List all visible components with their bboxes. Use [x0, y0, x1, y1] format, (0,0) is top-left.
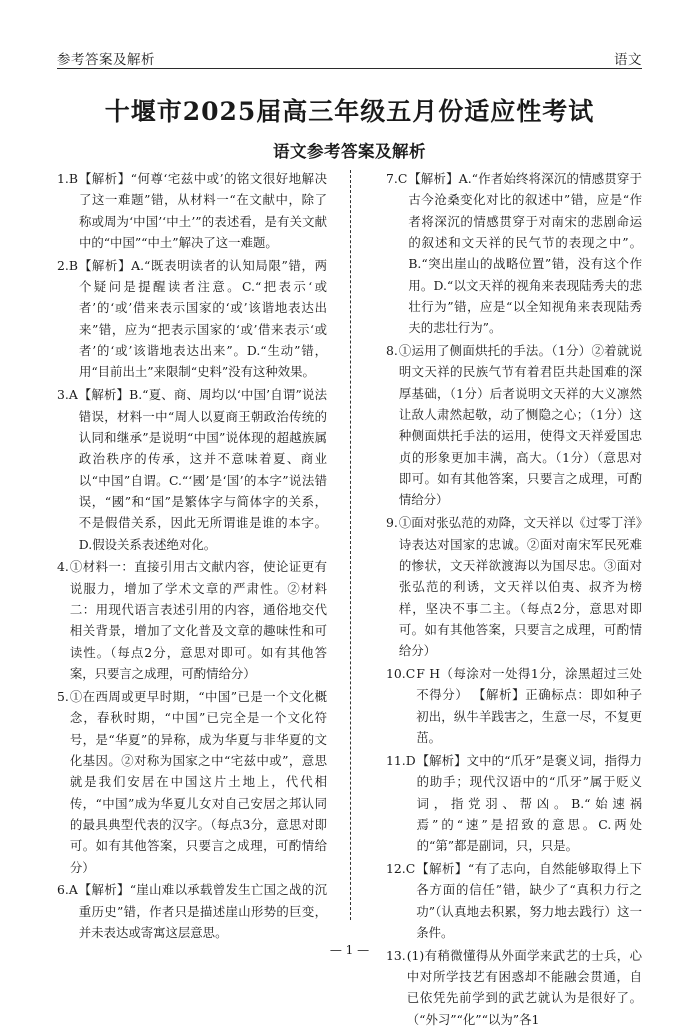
answer-text: 【解析】A.“既表明读者的认知局限”错，两个疑问是提醒读者注意。C.“把表示‘或者’的‘或’借来表示国家的‘或’该谐地表达出来”错，应为“把表示国家的‘或’借来表示‘或者’的‘或’该谐地表达出来”。D.“生动”错，用“目前出土”来限制“史料”没有这种效果。	[78, 257, 327, 380]
page-title: 十堰市2025届高三年级五月份适应性考试	[104, 97, 595, 126]
answer-number: 8.	[386, 343, 398, 359]
answer-columns	[57, 168, 642, 1027]
answer-number: 5.	[57, 688, 69, 704]
answer-text: ①运用了侧面烘托的手法。（1分）②着就说明文天祥的民族气节有着君臣共赴国难的深厚基础，（1分）后者说明文天祥的大义凛然让敌人肃然起敬，动了恻隐之心；（1分）这种侧面烘托手法的运用，使得文天祥爱国忠贞的形象更加丰满，高大。（1分）（意思对即可。如有其他答案，只要言之成理，可酌情给分）	[398, 343, 642, 508]
header-left-label: 参考答案及解析	[57, 52, 155, 68]
answer-text: 【解析】“有了志向，自然能够取得上下各方面的信任”错，缺少了“真积力行之功”（认真地去积累，努力地去践行）这一条件。	[416, 861, 642, 940]
answer-item	[386, 750, 642, 857]
answer-text: F H（每涂对一处得1分，涂黑超过三处不得分） 【解析】正确标点：即如种子初出，纵牛羊践害之，生意一尽，不复更茁。	[416, 666, 642, 746]
answer-text: ①在西周或更早时期，“中国”已是一个文化概念，春秋时期，“中国”已完全是一个文化符号，是“华夏”的异称，成为华夏与非华夏的文化基因。②对称为国家之中“宅兹中或”，意思就是我们安居在中国这片土地上，代代相传，“中国”成为华夏儿女对自己安居之邦认同的最具典型代表的汉字。（每点3分，意思对即可。如有其他答案，只要言之成理，可酌情给分）	[69, 688, 327, 875]
answer-item	[57, 255, 327, 383]
answer-number: 9.	[386, 515, 398, 531]
answer-number: 2.B	[57, 257, 78, 273]
column-divider	[335, 168, 364, 928]
answer-item	[57, 879, 327, 943]
answer-item	[386, 858, 642, 943]
answer-number: 1.B	[57, 171, 78, 186]
answer-text: 【解析】B.“夏、商、周均以‘中国’自谓”说法错误，材料一中“周人以夏商王朝政治传统的认同和继承”是说明“中国”说体现的超越族属政治秩序的传承，这并不意味着夏、商业以“中国”自谓。C.“‘國’是‘国’的本字”说法错误，“國”和“国”是繁体字与简体字的关系，不是假借关系，因此无所谓谁是谁的本字。D.假设关系表述绝对化。	[78, 387, 327, 552]
header-subject-label: 语文	[614, 52, 642, 68]
answer-item	[57, 168, 327, 253]
answer-text: 【解析】文中的“爪牙”是褒义词，指得力的助手；现代汉语中的“爪牙”属于贬义词，指党羽、帮凶。B.“始速祸焉”的“速”是招致的意思。C.两处的“第”都是副词，只，只是。	[416, 752, 642, 854]
answer-item	[386, 945, 642, 1030]
answer-item	[386, 168, 642, 339]
answer-item	[57, 556, 327, 684]
answer-text: ①材料一：直接引用古文献内容，使论证更有说服力，增加了学术文章的严肃性。②材料二：用现代语言表述引用的内容，通俗地交代相关背景，增加了文化普及文章的趣味性和可读性。（每点2分，意思对即可。如有其他答案，只要言之成理，可酌情给分）	[69, 559, 327, 682]
header-divider-rule	[57, 68, 642, 69]
answer-item	[57, 384, 327, 555]
answer-text: ①面对张弘范的劝降，文天祥以《过零丁洋》诗表达对国家的忠诚。②面对南宋军民死难的惨状，文天祥欲渡海以为国尽忠。③面对张弘范的利诱，文天祥以伯夷、叔齐为榜样，坚决不事二主。（每点2分，意思对即可。如有其他答案，只要言之成理，可酌情给分）	[398, 515, 642, 659]
answer-item	[386, 512, 642, 661]
answer-item	[57, 686, 327, 878]
page-header	[0, 42, 699, 68]
answer-number: 4.	[57, 559, 69, 575]
answer-text: 【解析】“何尊‘宅兹中或’的铭文很好地解决了这一难题”错，从材料一“在文献中，除了称或周为‘中国’‘中土’”的表述看，是有关文献中的“中国”“中土”解决了这一难题。	[78, 171, 327, 250]
answer-text: 【解析】“崖山难以承载曾发生亡国之战的沉重历史”错，作者只是描述崖山形势的巨变，并未表达或寄寓这层意思。	[78, 882, 327, 940]
page-subtitle: 语文参考答案及解析	[273, 142, 426, 161]
answer-number: 10.C	[386, 666, 416, 682]
answer-text: (1)有稍微懂得从外面学来武艺的士兵，心中对所学技艺有困惑却不能融会贯通，自已依凭先前学到的武艺就认为是很好了。（“外习”“化”“以为”各1	[406, 947, 642, 1027]
right-column	[364, 168, 642, 1027]
answer-item	[386, 340, 642, 511]
left-column	[57, 168, 335, 940]
answer-number: 12.C	[386, 861, 416, 876]
answer-item	[386, 663, 642, 748]
answer-number: 11.D	[386, 752, 416, 768]
answer-text: 【解析】A.“作者始终将深沉的情感贯穿于古今沧桑变化对比的叙述中”错，应是“作者将深沉的情感贯穿于对南宋的悲剧命运的叙述和文天祥的民气节的表现之中”。B.“突出崖山的战略位置”错，没有这个作用。D.“以文天祥的视角来表现陆秀夫的悲壮行为”错，应是“以全知视角来表现陆秀夫的悲壮行为”。	[408, 171, 642, 336]
answer-number: 3.A	[57, 387, 78, 403]
answer-number: 7.C	[386, 171, 408, 186]
answer-number: 13.	[386, 947, 406, 963]
answer-number: 6.A	[57, 882, 78, 898]
page-number: — 1 —	[329, 943, 370, 957]
